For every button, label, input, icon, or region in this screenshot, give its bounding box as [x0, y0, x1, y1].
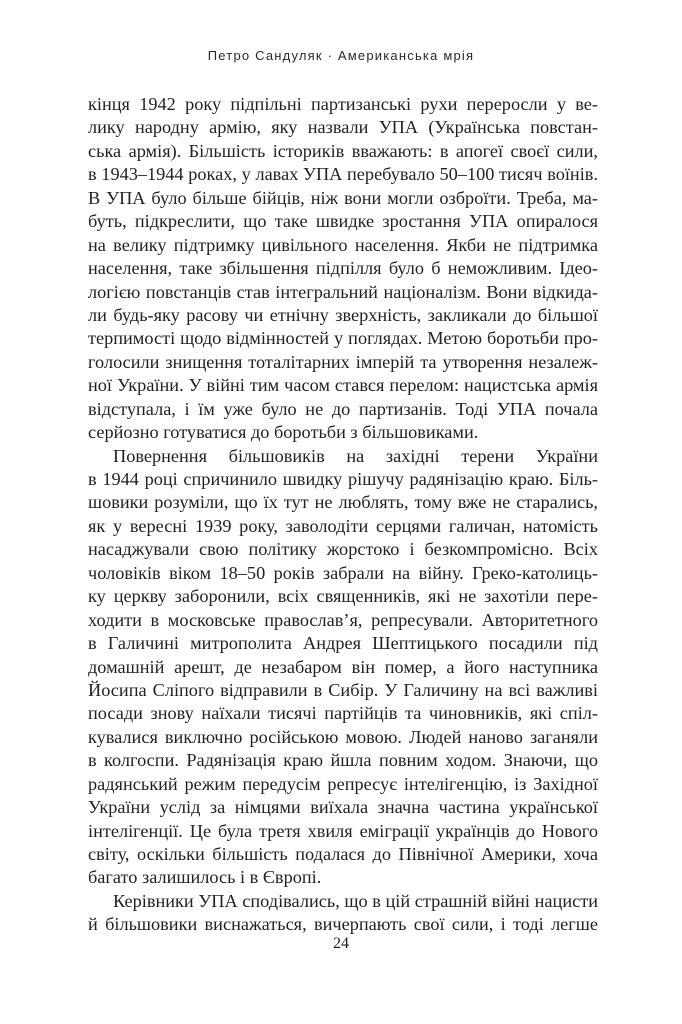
text-line: як у вересні 1939 року, заволодіти серцями галичан, натомість	[88, 515, 598, 536]
paragraph	[88, 445, 598, 890]
text-line: серйозно готуватися до боротьби з більшовиками.	[88, 422, 479, 443]
text-line: чоловіків віком 18–50 років забрали на війну. Греко-католиць-	[88, 562, 598, 583]
text-line: ська армія). Більшість істориків вважають: в апогеї своєї сили,	[88, 140, 598, 161]
text-line: й більшовики виснажаться, вичерпають свої сили, і тоді легше	[88, 914, 598, 935]
text-line: на велику підтримку цивільного населення. Якби не підтримка	[88, 234, 598, 255]
text-line: кувалися виключно російською мовою. Людей наново заганяли	[88, 726, 598, 747]
text-line: домашній арешт, де незабаром він помер, а його наступника	[88, 656, 598, 677]
paragraph	[88, 93, 598, 445]
text-line: голосили знищення тоталітарних імперій та утворення незалеж-	[88, 351, 598, 372]
text-line: Йосипа Сліпого відправили в Сибір. У Галичину на всі важливі	[88, 679, 598, 700]
text-line: в 1944 році спричинило швидку рішучу радянізацію краю. Біль-	[88, 469, 598, 489]
text-line: терпимості щодо відмінностей у поглядах. Метою боротьби про-	[88, 328, 598, 349]
text-line: в колгоспи. Радянізація краю йшла повним ходом. Знаючи, що	[88, 750, 598, 771]
text-line: шовики розуміли, що їх тут не люблять, тому вже не старались,	[88, 492, 598, 513]
page-number: 24	[333, 935, 349, 952]
text-line: радянський режим передусім репресує інтелігенцію, із Західної	[88, 773, 598, 794]
body-text	[88, 93, 598, 937]
text-line: відступала, і їм уже було не до партизанів. Тоді УПА почала	[88, 398, 598, 419]
text-line: ходити в московське православ’я, репресували. Авторитетного	[88, 609, 598, 630]
text-line: насаджували свою політику жорстоко і безкомпромісно. Всіх	[88, 539, 598, 560]
text-line: ної України. У війні тим часом стався перелом: нацистська армія	[88, 375, 598, 396]
text-line: Керівники УПА сподівались, що в цій страшній війні нацисти	[113, 890, 598, 911]
text-line: ли будь-яку расову чи етнічну зверхність, закликали до більшої	[88, 304, 598, 325]
text-line: логією повстанців став інтегральний націоналізм. Вони відкида-	[88, 281, 598, 302]
text-line: лику народну армію, яку назвали УПА (Українська повстан-	[88, 117, 598, 138]
paragraph	[88, 890, 598, 937]
text-line: В УПА було більше бійців, ніж вони могли озброїти. Треба, ма-	[88, 187, 598, 208]
text-line: Повернення більшовиків на західні терени України	[113, 445, 598, 466]
text-line: багато залишилось і в Європі.	[88, 867, 322, 888]
text-line: інтелігенції. Це була третя хвиля еміграції українців до Нового	[88, 820, 598, 841]
text-line: населення, таке збільшення підпілля було б неможливим. Ідео-	[88, 258, 598, 279]
text-line: ку церкву заборонили, всіх священників, які не захотіли пере-	[88, 586, 598, 607]
text-line: в Галичині митрополита Андрея Шептицького посадили під	[88, 633, 598, 654]
text-line: в 1943–1944 роках, у лавах УПА перебувало 50–100 тисяч воїнів.	[88, 164, 598, 185]
text-line: України услід за німцями виїхала значна частина української	[88, 797, 598, 818]
text-line: посади знову наїхали тисячі партійців та чиновників, які спіл-	[88, 703, 598, 724]
text-line: кінця 1942 року підпільні партизанські рухи переросли у ве-	[88, 94, 598, 114]
text-line: світу, оскільки більшість подалася до Північної Америки, хоча	[88, 844, 598, 864]
text-line: буть, підкреслити, що таке швидке зростання УПА опиралося	[88, 211, 598, 232]
running-head: Петро Сандуляк · Американська мрія	[207, 48, 475, 63]
